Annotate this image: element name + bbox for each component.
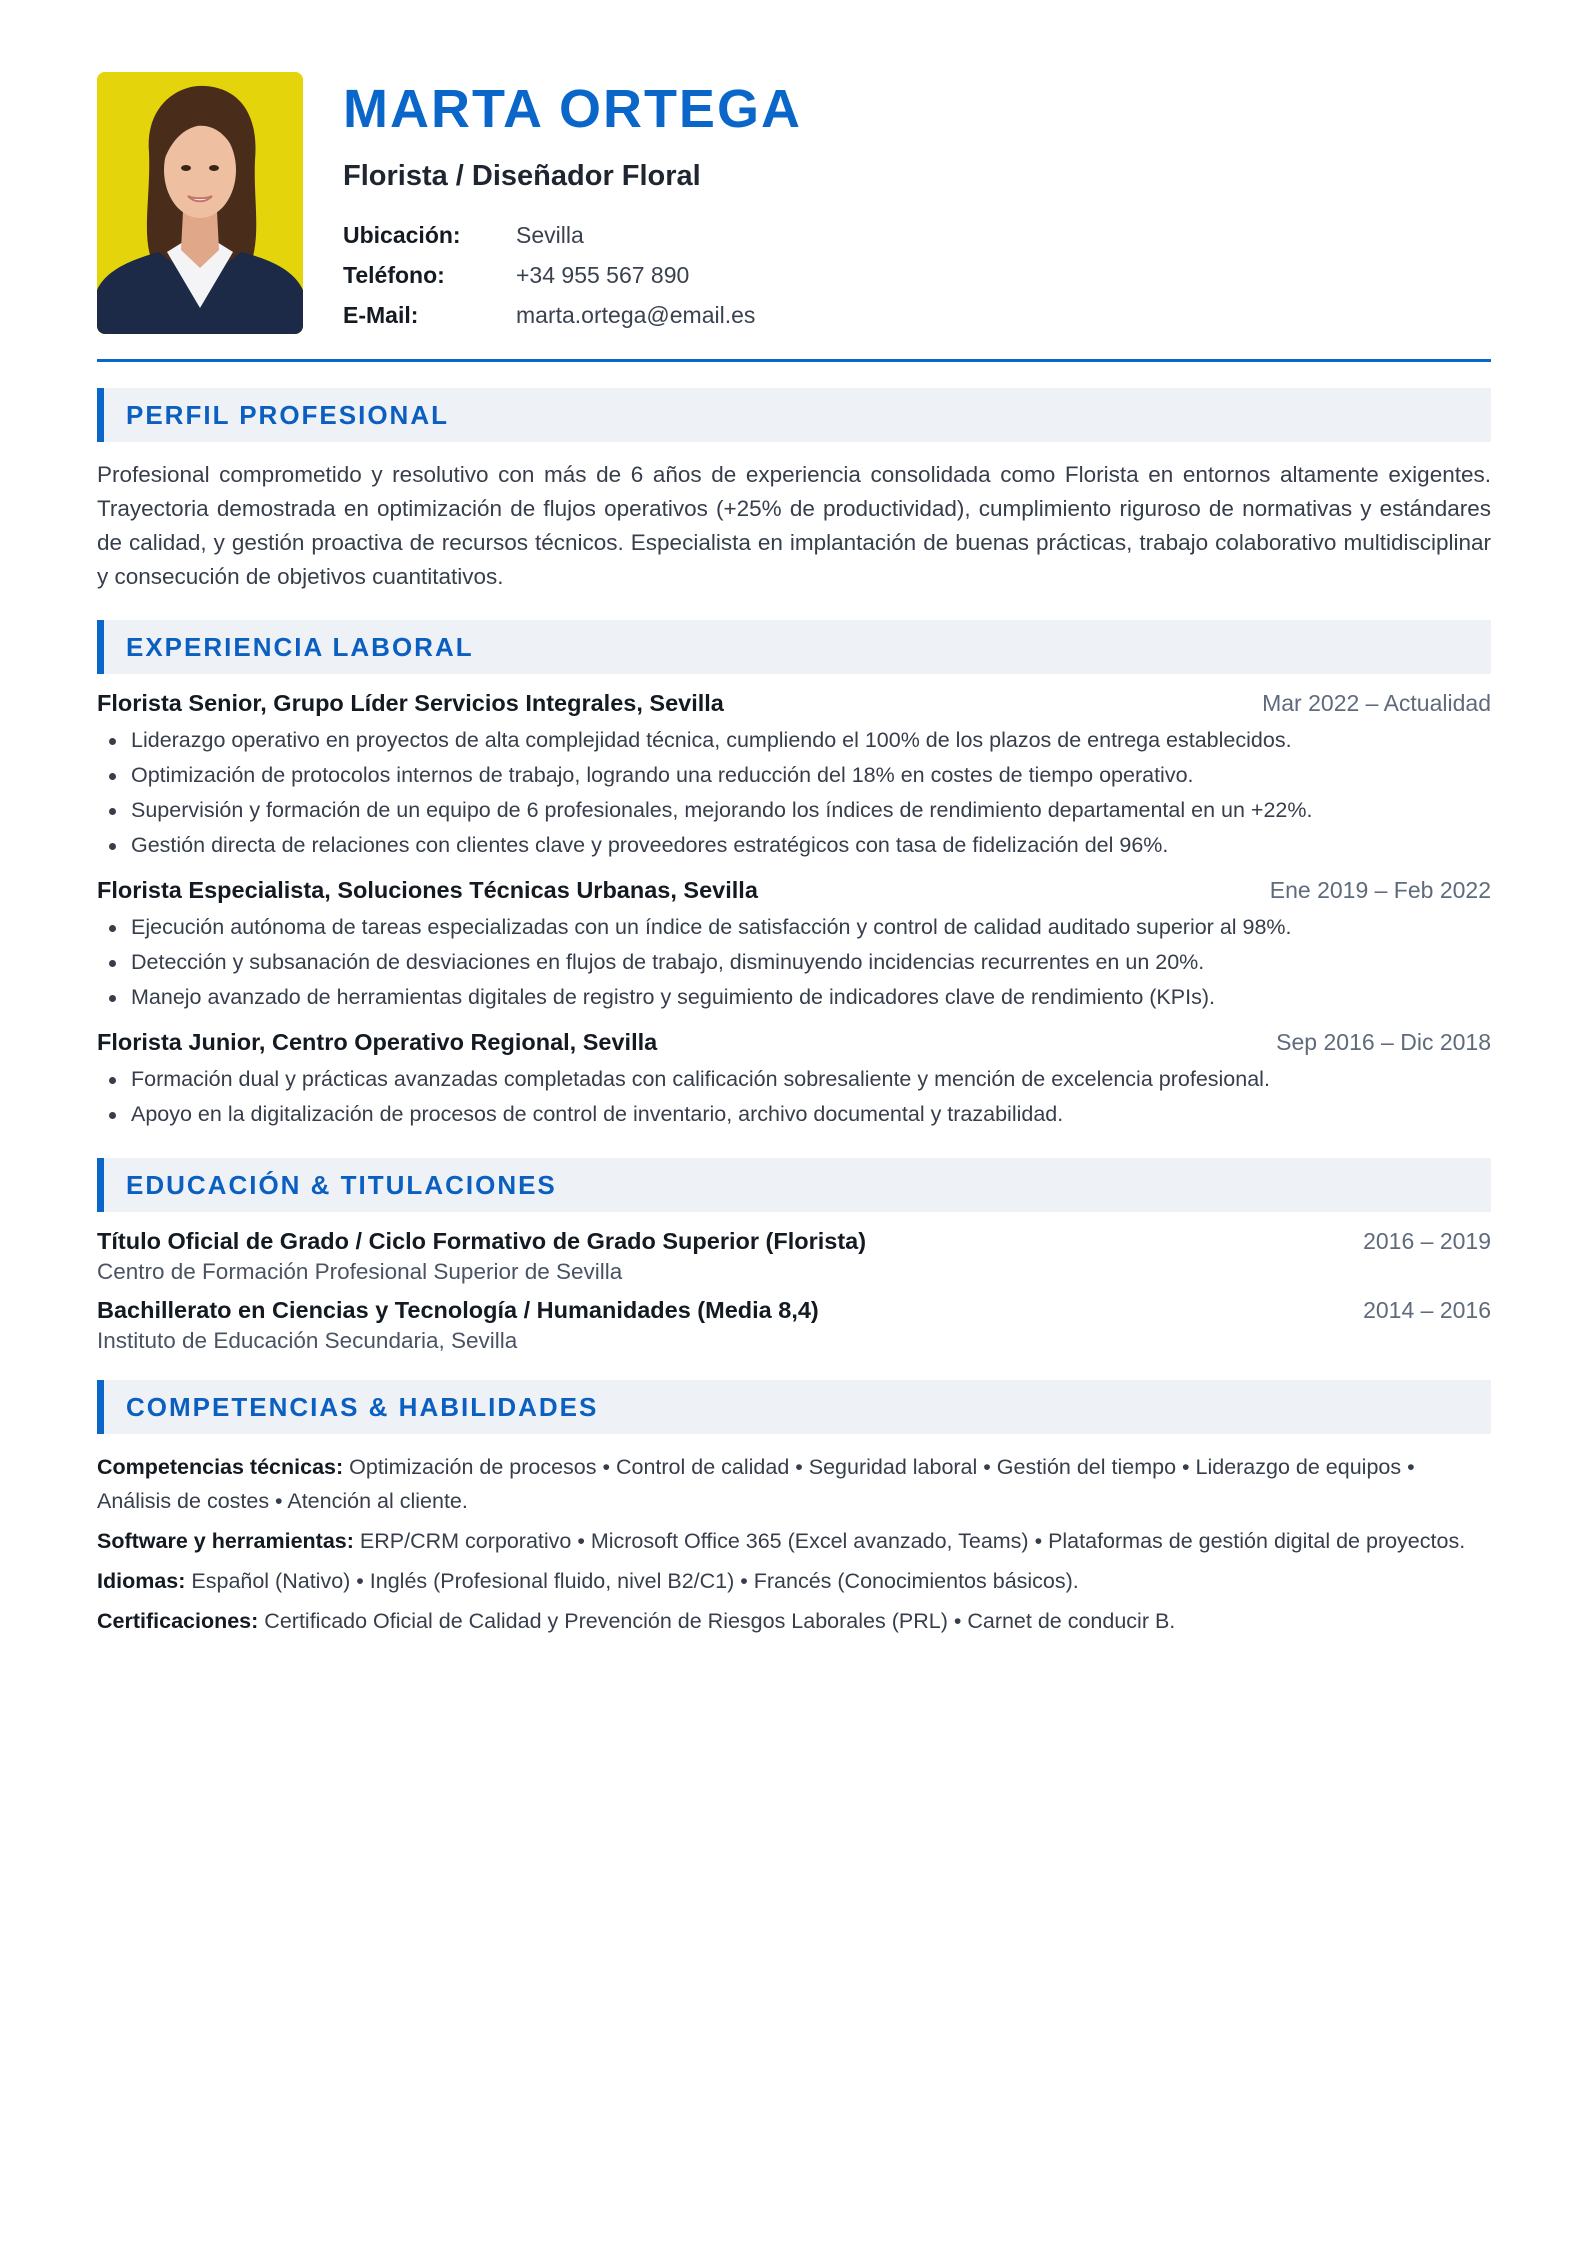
- education-date: 2016 – 2019: [1363, 1228, 1491, 1254]
- bullet-item: Liderazgo operativo en proyectos de alta complejidad técnica, cumpliendo el 100% de los plazos de entrega establecidos.: [97, 723, 1491, 758]
- section-education: [97, 1158, 1491, 1354]
- skill-text: Español (Nativo) • Inglés (Profesional fluido, nivel B2/C1) • Francés (Conocimientos básicos).: [191, 1569, 1079, 1593]
- section-header: [97, 1158, 1491, 1212]
- job-role: Florista Senior, Grupo Líder Servicios Integrales, Sevilla: [97, 690, 724, 716]
- section-body: [97, 1228, 1491, 1354]
- skill-row: [97, 1604, 1491, 1638]
- section-title: COMPETENCIAS & HABILIDADES: [126, 1391, 599, 1422]
- bullet-item: Ejecución autónoma de tareas especializadas con un índice de satisfacción y control de calidad auditado superior al 98%.: [97, 910, 1491, 945]
- bullet-item: Manejo avanzado de herramientas digitales de registro y seguimiento de indicadores clave de rendimiento (KPIs).: [97, 980, 1491, 1015]
- section-skills: [97, 1380, 1491, 1638]
- education-title: Título Oficial de Grado / Ciclo Formativo de Grado Superior (Florista): [97, 1228, 867, 1254]
- section-experience: [97, 620, 1491, 1132]
- skill-label: Competencias técnicas:: [97, 1455, 344, 1479]
- contact-phone: [343, 255, 802, 295]
- contact-label: Ubicación:: [343, 222, 461, 248]
- job-header: [97, 690, 1491, 717]
- contact-email: [343, 295, 802, 335]
- section-body: [97, 1450, 1491, 1638]
- header-info: [343, 72, 802, 335]
- contact-location: [343, 215, 802, 255]
- section-body: [97, 690, 1491, 1132]
- contact-label: Teléfono:: [343, 262, 445, 288]
- education-title: Bachillerato en Ciencias y Tecnología / Humanidades (Media 8,4): [97, 1297, 819, 1323]
- education-school: Centro de Formación Profesional Superior de Sevilla: [97, 1259, 623, 1284]
- job-role: Florista Junior, Centro Operativo Regional, Sevilla: [97, 1029, 658, 1055]
- bullet-item: Gestión directa de relaciones con clientes clave y proveedores estratégicos con tasa de fidelización del 96%.: [97, 828, 1491, 863]
- skill-row: [97, 1450, 1491, 1518]
- skill-text: Optimización de procesos • Control de calidad • Seguridad laboral • Gestión del tiempo • Liderazgo de equipos • Análisis de costes • Atención al cliente.: [97, 1455, 1415, 1513]
- skill-text: ERP/CRM corporativo • Microsoft Office 365 (Excel avanzado, Teams) • Plataformas de gestión digital de proyectos.: [359, 1529, 1466, 1553]
- bullet-item: Formación dual y prácticas avanzadas completadas con calificación sobresaliente y mención de excelencia profesional.: [97, 1062, 1491, 1097]
- job-entry: [97, 1029, 1491, 1132]
- contact-value: marta.ortega@email.es: [516, 302, 756, 328]
- job-bullets: [97, 723, 1491, 863]
- job-date: Ene 2019 – Feb 2022: [1269, 877, 1491, 903]
- job-role: Florista Especialista, Soluciones Técnicas Urbanas, Sevilla: [97, 877, 758, 903]
- education-header: [97, 1297, 1491, 1324]
- candidate-name: MARTA ORTEGA: [343, 79, 802, 139]
- education-entry: [97, 1297, 1491, 1354]
- skill-row: [97, 1524, 1491, 1558]
- education-entry: [97, 1228, 1491, 1285]
- bullet-item: Supervisión y formación de un equipo de 6 profesionales, mejorando los índices de rendimiento departamental en un +22%.: [97, 793, 1491, 828]
- job-header: [97, 1029, 1491, 1056]
- section-title: PERFIL PROFESIONAL: [126, 399, 449, 430]
- job-entry: [97, 877, 1491, 1015]
- profile-photo: [97, 72, 303, 334]
- skill-row: [97, 1564, 1491, 1598]
- contact-value: Sevilla: [516, 222, 584, 248]
- job-bullets: [97, 1062, 1491, 1132]
- bullet-item: Detección y subsanación de desviaciones en flujos de trabajo, disminuyendo incidencias recurrentes en un 20%.: [97, 945, 1491, 980]
- education-date: 2014 – 2016: [1363, 1297, 1491, 1323]
- section-body: [97, 458, 1491, 594]
- job-header: [97, 877, 1491, 904]
- job-entry: [97, 690, 1491, 863]
- section-header: [97, 620, 1491, 674]
- job-date: Mar 2022 – Actualidad: [1262, 690, 1491, 716]
- education-school: Instituto de Educación Secundaria, Sevilla: [97, 1328, 518, 1353]
- skill-label: Idiomas:: [97, 1569, 186, 1593]
- section-header: [97, 1380, 1491, 1434]
- bullet-item: Apoyo en la digitalización de procesos de control de inventario, archivo documental y trazabilidad.: [97, 1097, 1491, 1132]
- resume-header: [97, 72, 1491, 359]
- section-title: EDUCACIÓN & TITULACIONES: [126, 1169, 557, 1200]
- contact-list: [343, 215, 802, 335]
- header-divider: [97, 359, 1491, 362]
- skill-label: Software y herramientas:: [97, 1529, 354, 1553]
- job-date: Sep 2016 – Dic 2018: [1276, 1029, 1491, 1055]
- skill-text: Certificado Oficial de Calidad y Prevención de Riesgos Laborales (PRL) • Carnet de conducir B.: [264, 1609, 1176, 1633]
- section-profile: [97, 388, 1491, 594]
- bullet-item: Optimización de protocolos internos de trabajo, logrando una reducción del 18% en costes de tiempo operativo.: [97, 758, 1491, 793]
- candidate-title: Florista / Diseñador Floral: [343, 160, 701, 192]
- section-header: [97, 388, 1491, 442]
- section-title: EXPERIENCIA LABORAL: [126, 631, 474, 662]
- job-bullets: [97, 910, 1491, 1015]
- contact-label: E-Mail:: [343, 302, 419, 328]
- contact-value: +34 955 567 890: [516, 262, 690, 288]
- profile-summary: Profesional comprometido y resolutivo con más de 6 años de experiencia consolidada como Florista en entornos altamente exigentes. Trayectoria demostrada en optimización de flujos operativos (+25% de productividad), cumplimiento riguroso de normativas y estándares de calidad, y gestión proactiva de recursos técnicos. Especialista en implantación de buenas prácticas, trabajo colaborativo multidisciplinar y consecución de objetivos cuantitativos.: [97, 462, 1491, 589]
- education-header: [97, 1228, 1491, 1255]
- skill-label: Certificaciones:: [97, 1609, 259, 1633]
